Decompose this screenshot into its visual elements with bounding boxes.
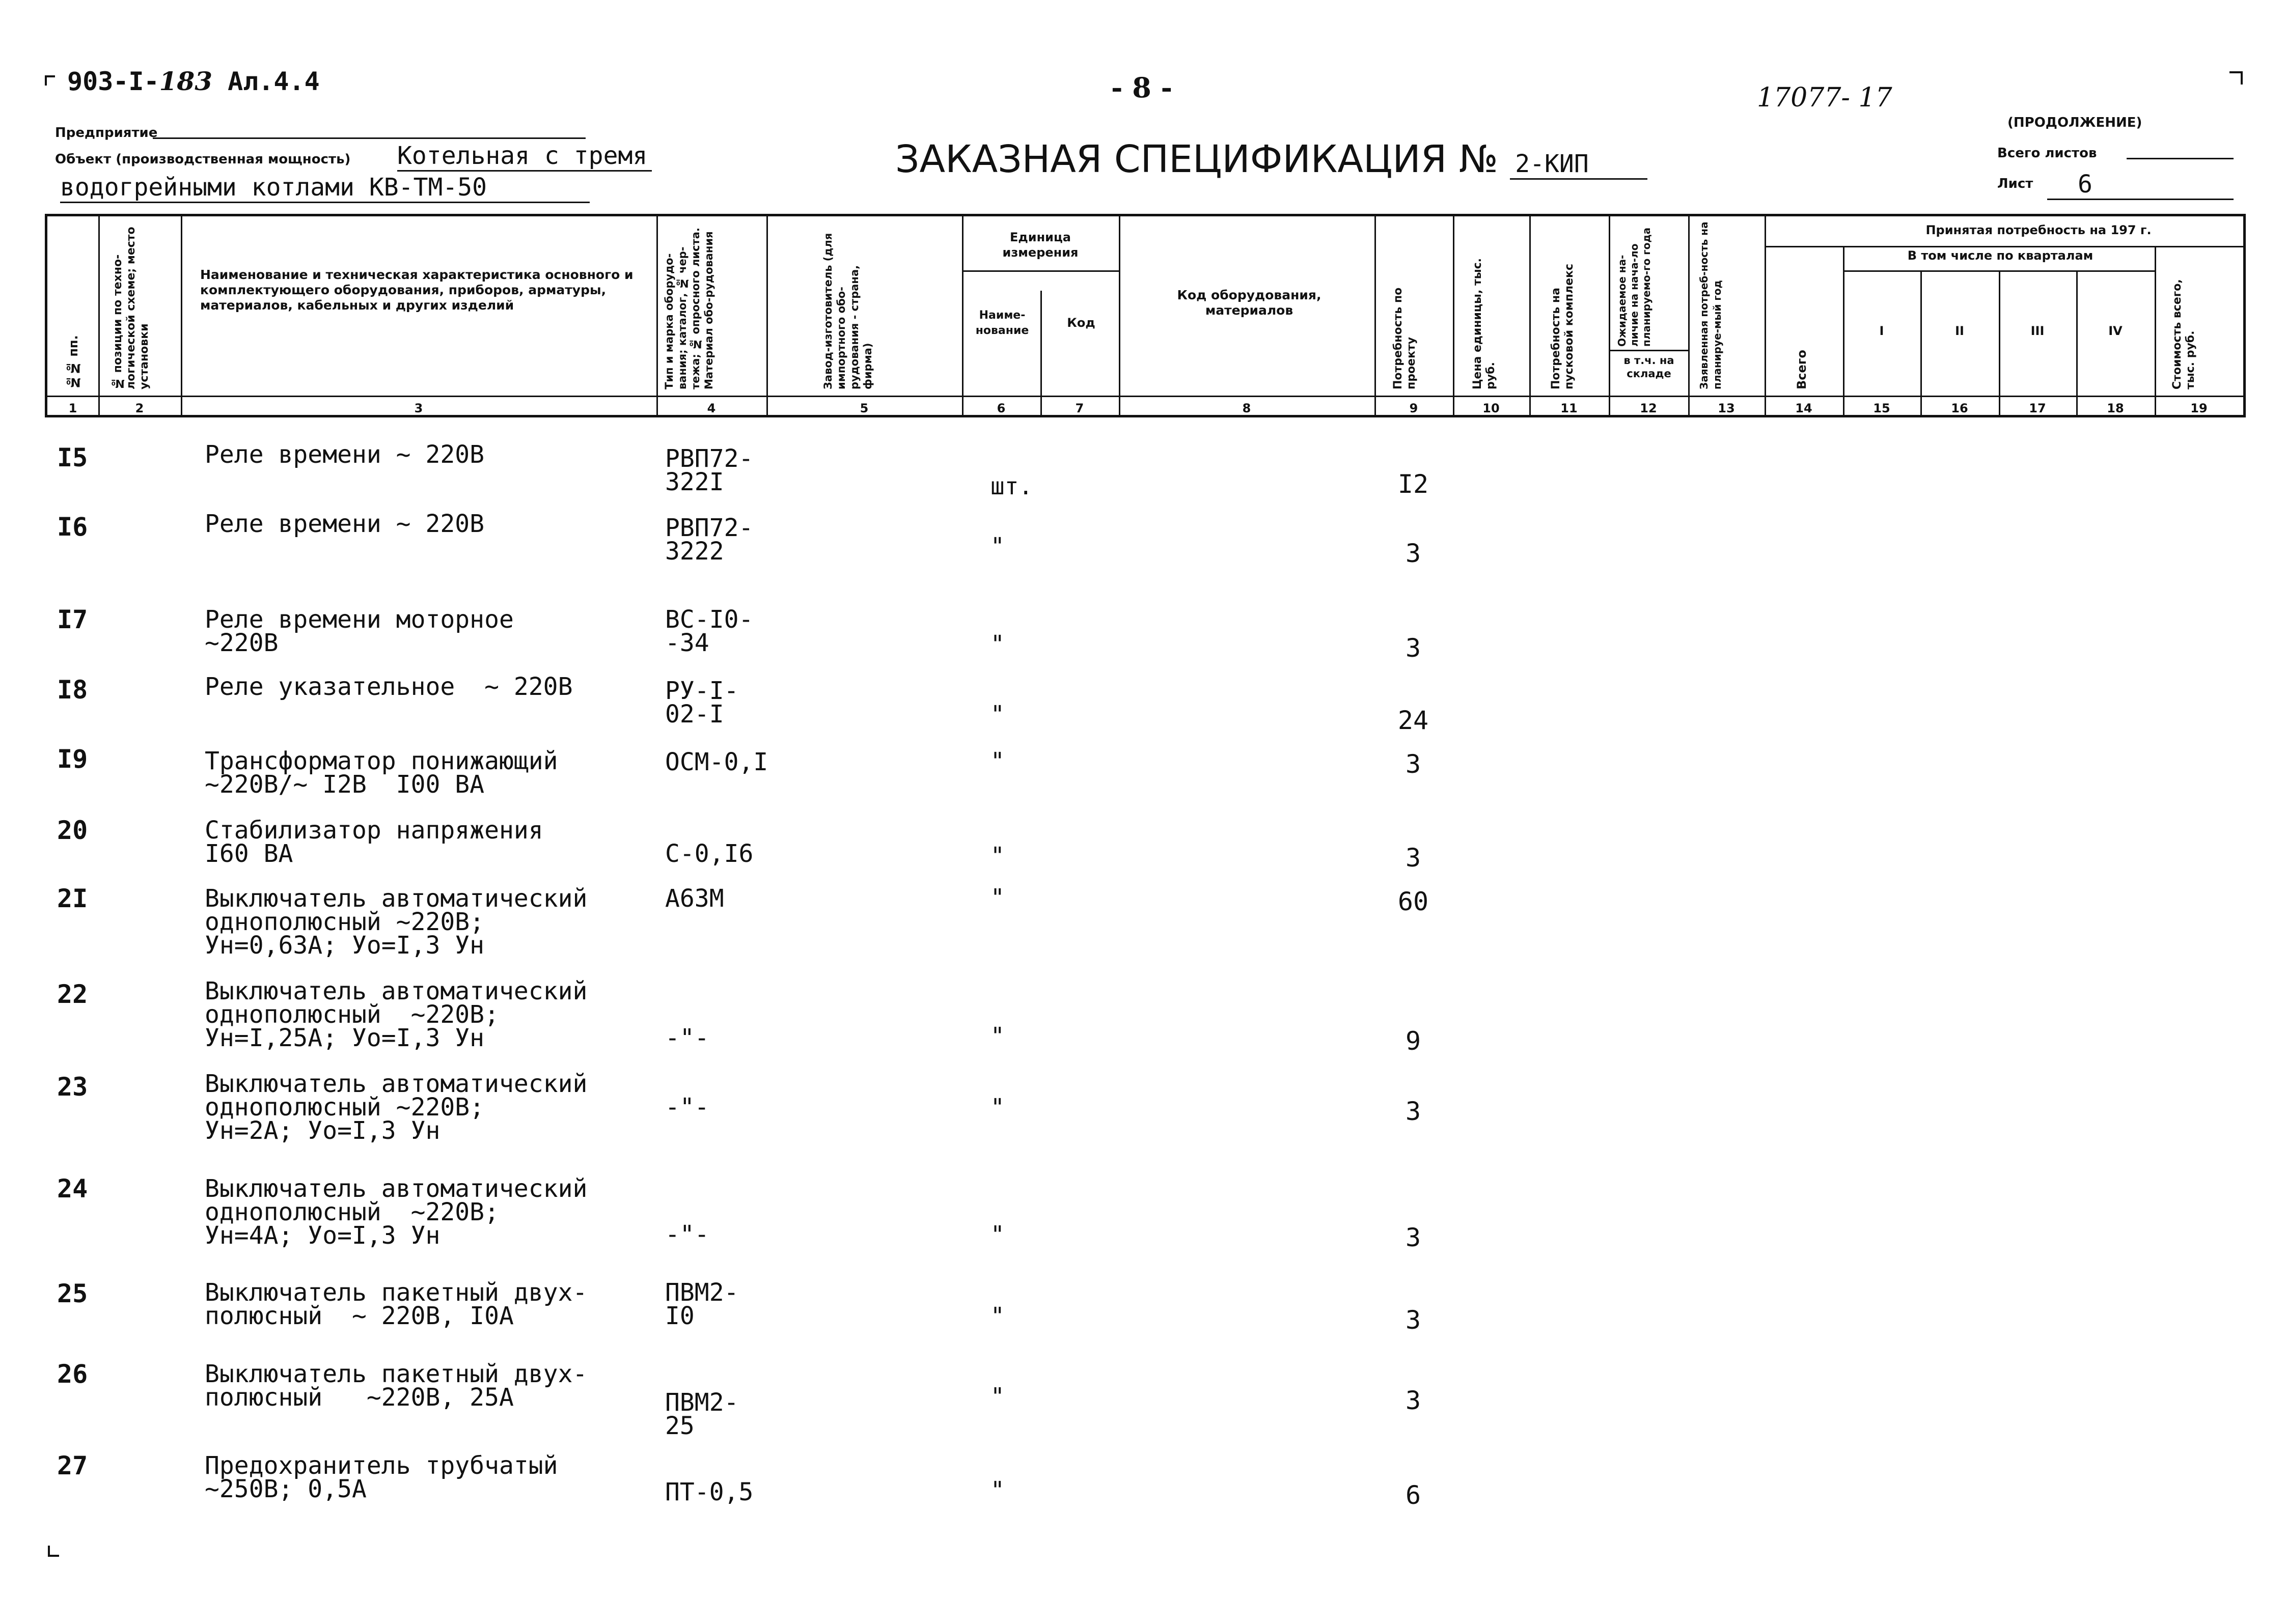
col-number: 18 [2107, 401, 2124, 415]
row-number: 24 [57, 1174, 88, 1203]
item-name: Реле времени ~ 220В [205, 440, 485, 469]
col-header-unit-price: Цена единицы, тыс. руб. [1471, 258, 1497, 389]
item-unit: " [990, 630, 1005, 658]
item-name: Выключатель автоматический однополюсный ~220В; Ун=2А; Уо=I,3 Ун [205, 1070, 588, 1145]
item-type: ПТ-0,5 [665, 1478, 754, 1506]
col-header-type: Тип и марка оборудо-вания; каталог, № чер-тежа; № опросного листа. Материал обо-рудования [663, 228, 715, 389]
col-header-total: Всего [1795, 350, 1809, 389]
col-number: 19 [2190, 401, 2208, 415]
col-header-unit-code: Код [1067, 316, 1095, 330]
row-number: I6 [57, 512, 88, 542]
col-number: 15 [1873, 401, 1890, 415]
row-number: 20 [57, 816, 88, 845]
item-type: ПВМ2- I0 [665, 1278, 739, 1330]
enterprise-label: Предприятие [55, 125, 158, 141]
item-unit: " [990, 1022, 1005, 1050]
col-header-unit-name: Наиме-нование [975, 309, 1029, 337]
corner-mark-top-left [45, 75, 55, 86]
col-number: 2 [135, 401, 144, 415]
col-header-quarter-4: IV [2108, 324, 2123, 338]
row-number: 2I [57, 884, 88, 913]
col-header-manufacturer: Завод-изготовитель (для импортного обо-рудования - страна, фирма) [822, 233, 874, 389]
item-name: Реле указательное ~ 220В [205, 673, 573, 701]
col-number: 7 [1075, 401, 1084, 415]
item-unit: " [990, 1476, 1005, 1504]
col-number: 10 [1482, 401, 1500, 415]
col-number: 5 [860, 401, 869, 415]
item-name: Выключатель автоматический однополюсный ~220В; Ун=0,63А; Уо=I,3 Ун [205, 884, 588, 960]
item-type: -"- [665, 1093, 709, 1122]
col-number: 11 [1560, 401, 1578, 415]
row-number: 27 [57, 1451, 88, 1480]
row-number: 25 [57, 1279, 88, 1308]
col-header-equipment-code: Код оборудования, материалов [1177, 288, 1321, 318]
item-quantity: 3 [1405, 1223, 1421, 1252]
col-header-quarters-group: В том числе по кварталам [1907, 248, 2094, 263]
col-header-in-warehouse: в т.ч. на складе [1623, 354, 1674, 380]
col-header-accepted-need-group: Принятая потребность на 197 г. [1925, 223, 2152, 237]
spec-title-text: ЗАКАЗНАЯ СПЕЦИФИКАЦИЯ № [895, 137, 1498, 181]
item-type: ПВМ2- 25 [665, 1388, 739, 1440]
col-number: 8 [1242, 401, 1251, 415]
col-header-declared-need: Заявленная потреб-ность на планируе-мый год [1698, 221, 1723, 389]
item-quantity: 3 [1405, 1386, 1421, 1415]
sheet-number: 6 [2047, 170, 2234, 200]
col-number: 14 [1795, 401, 1812, 415]
row-number: I7 [57, 605, 88, 634]
item-name: Выключатель пакетный двух- полюсный ~ 220В, I0А [205, 1278, 588, 1330]
spec-title [895, 137, 1647, 181]
row-number: I8 [57, 675, 88, 705]
item-unit: " [990, 533, 1005, 560]
spec-number: 2-КИП [1510, 150, 1647, 180]
item-quantity: 9 [1405, 1026, 1421, 1056]
item-type: РВП72- 3222 [665, 514, 754, 566]
col-number: 17 [2029, 401, 2046, 415]
corner-mark-top-right [2229, 71, 2243, 85]
col-header-position: № позиции по техно-логической схеме; место установки [112, 227, 151, 389]
row-number: 23 [57, 1072, 88, 1102]
item-quantity: 3 [1405, 539, 1421, 568]
spec-header-table [45, 214, 2246, 417]
col-header-name: Наименование и техническая характеристика основного и комплектующего оборудования, приборов, арматуры, материалов, кабельных и других изделий [200, 267, 634, 313]
item-name: Выключатель пакетный двух- полюсный ~220В, 25А [205, 1360, 588, 1412]
col-header-total-cost: Стоимость всего, тыс. руб. [2171, 279, 2197, 389]
corner-mark-bottom-left [48, 1546, 59, 1557]
item-name: Трансформатор понижающий ~220В/~ I2В I00 ВА [205, 747, 558, 799]
registry-number: 17077- 17 [1757, 82, 1892, 113]
row-number: I5 [57, 443, 88, 472]
col-header-expected-stock: Ожидаемое на-личие на нача-ло планируемо-го года [1616, 227, 1652, 347]
col-number: 6 [997, 401, 1006, 415]
item-type: А63М [665, 884, 724, 913]
item-unit: " [990, 884, 1005, 911]
col-number: 12 [1640, 401, 1657, 415]
item-name: Стабилизатор напряжения I60 ВА [205, 816, 543, 868]
row-number: I9 [57, 744, 88, 774]
item-type: -"- [665, 1220, 709, 1249]
item-quantity: 3 [1405, 1097, 1421, 1126]
col-header-startup-need: Потребность на пусковой комплекс [1550, 264, 1576, 389]
col-header-unit-group: Единица измерения [1002, 230, 1079, 260]
col-number: 1 [68, 401, 77, 415]
page-marker: - 8 - [1111, 71, 1172, 104]
item-name: Реле времени ~ 220В [205, 510, 485, 538]
row-number: 22 [57, 979, 88, 1009]
object-value-line1: Котельная с тремя [397, 142, 652, 172]
col-number: 9 [1409, 401, 1418, 415]
enterprise-value-line [153, 137, 586, 139]
item-quantity: 6 [1405, 1480, 1421, 1510]
object-label: Объект (производственная мощность) [55, 152, 351, 167]
item-unit: " [990, 701, 1005, 728]
document-code-prefix: 903-I- [67, 67, 159, 96]
item-quantity: I2 [1397, 469, 1429, 499]
total-sheets-line [2127, 158, 2234, 159]
item-name: Предохранитель трубчатый ~250В; 0,5А [205, 1451, 558, 1503]
total-sheets-label: Всего листов [1997, 146, 2097, 161]
col-header-quarter-3: III [2030, 324, 2045, 338]
item-quantity: 3 [1405, 633, 1421, 663]
sheet-label: Лист [1997, 176, 2033, 191]
item-quantity: 60 [1397, 887, 1429, 916]
item-quantity: 3 [1405, 1305, 1421, 1335]
item-unit: шт. [990, 472, 1033, 500]
item-unit: " [990, 1302, 1005, 1330]
item-name: Выключатель автоматический однополюсный ~220В; Ун=4А; Уо=I,3 Ун [205, 1174, 588, 1250]
item-type: ВС-I0- -34 [665, 605, 754, 657]
item-type: -"- [665, 1024, 709, 1052]
item-unit: " [990, 1383, 1005, 1410]
item-unit: " [990, 1094, 1005, 1121]
item-type: С-0,I6 [665, 839, 754, 868]
col-header-quarter-2: II [1955, 324, 1964, 338]
col-number: 13 [1718, 401, 1735, 415]
col-number: 16 [1951, 401, 1968, 415]
col-header-quarter-1: I [1879, 324, 1884, 338]
item-quantity: 24 [1397, 706, 1429, 735]
col-number: 4 [707, 401, 716, 415]
item-unit: " [990, 1221, 1005, 1248]
item-type: ОСМ-0,I [665, 748, 768, 776]
item-name: Выключатель автоматический однополюсный ~220В; Ун=I,25А; Уо=I,3 Ун [205, 977, 588, 1052]
document-code [67, 66, 320, 96]
item-type: РВП72- 322I [665, 444, 754, 496]
col-number: 3 [414, 401, 423, 415]
continuation-label: (ПРОДОЛЖЕНИЕ) [2007, 115, 2142, 130]
item-quantity: 3 [1405, 843, 1421, 873]
object-value-line2: водогрейными котлами КВ-ТМ-50 [60, 173, 590, 203]
item-unit: " [990, 842, 1005, 870]
item-type: РУ-I- 02-I [665, 677, 739, 729]
document-code-handwritten: 183 [159, 66, 212, 96]
item-name: Реле времени моторное ~220В [205, 605, 514, 657]
item-quantity: 3 [1405, 749, 1421, 779]
row-number: 26 [57, 1359, 88, 1389]
col-header-row-number: №№ пп. [66, 335, 80, 389]
col-header-project-need: Потребность по проекту [1392, 287, 1418, 389]
document-code-suffix: Ал.4.4 [228, 67, 320, 96]
item-unit: " [990, 747, 1005, 775]
